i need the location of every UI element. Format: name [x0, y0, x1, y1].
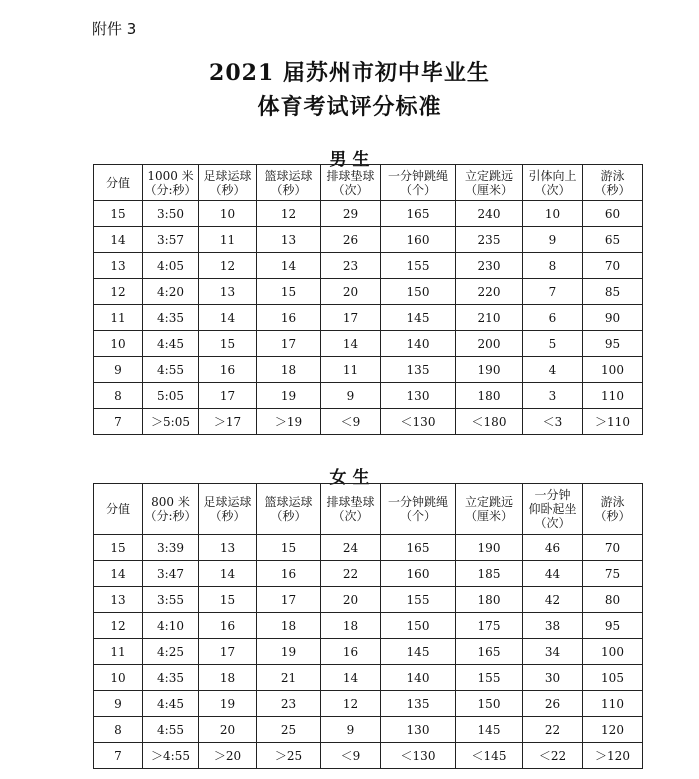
table-cell: 145 — [456, 717, 523, 743]
table-cell: ＜9 — [321, 743, 381, 769]
table-cell: 10 — [94, 331, 143, 357]
table-cell: 15 — [257, 279, 321, 305]
column-header-line: 立定跳远 — [464, 168, 513, 183]
table-cell: 4:55 — [143, 357, 199, 383]
table-row — [94, 691, 643, 717]
table-cell: 4:10 — [143, 613, 199, 639]
table-cell: 130 — [381, 717, 456, 743]
table-cell: 34 — [523, 639, 583, 665]
table-cell: 7 — [94, 409, 143, 435]
table-cell: 26 — [321, 227, 381, 253]
table-cell: 145 — [381, 639, 456, 665]
table-cell: 23 — [321, 253, 381, 279]
table-cell: 120 — [583, 717, 643, 743]
table-cell: 19 — [199, 691, 257, 717]
table-cell: 14 — [257, 253, 321, 279]
table-cell: 21 — [257, 665, 321, 691]
table-cell: 135 — [381, 691, 456, 717]
table-cell: 185 — [456, 561, 523, 587]
female-caption: 女 生 — [329, 468, 370, 488]
column-header-line: （次） — [534, 516, 571, 530]
table-cell: 8 — [94, 383, 143, 409]
column-header-line: （个） — [399, 182, 436, 197]
table-cell: 140 — [381, 665, 456, 691]
table-cell: 13 — [199, 279, 257, 305]
column-header-line: 足球运球 — [203, 495, 252, 509]
table-cell: 70 — [583, 253, 643, 279]
column-header — [199, 484, 257, 535]
table-cell: 15 — [257, 535, 321, 561]
table-cell: ＜130 — [381, 743, 456, 769]
table-cell: 11 — [199, 227, 257, 253]
table-cell: 140 — [381, 331, 456, 357]
table-row — [94, 253, 643, 279]
table-cell: 235 — [456, 227, 523, 253]
table-row — [94, 535, 643, 561]
table-cell: 80 — [583, 587, 643, 613]
column-header-line: 排球垫球 — [326, 495, 375, 509]
table-cell: 17 — [199, 639, 257, 665]
column-header — [381, 484, 456, 535]
column-header-line: 游泳 — [600, 168, 625, 183]
column-header-line: （秒） — [594, 509, 631, 523]
table-row — [94, 331, 643, 357]
page-title-line2: 体育考试评分标准 — [257, 94, 442, 120]
table-cell: 220 — [456, 279, 523, 305]
column-header-line: （分:秒） — [144, 509, 197, 523]
table-cell: 150 — [381, 613, 456, 639]
table-cell: ＜22 — [523, 743, 583, 769]
column-header-line: 1000 米 — [147, 168, 194, 183]
table-cell: 3:47 — [143, 561, 199, 587]
table-header-row — [94, 165, 643, 201]
table-cell: 14 — [321, 331, 381, 357]
table-cell: 17 — [321, 305, 381, 331]
table-cell: 3:39 — [143, 535, 199, 561]
table-cell: ＜130 — [381, 409, 456, 435]
table-cell: 4:35 — [143, 665, 199, 691]
column-header-line: （秒） — [209, 509, 246, 523]
table-cell: 12 — [199, 253, 257, 279]
table-cell: 240 — [456, 201, 523, 227]
table-cell: 4:05 — [143, 253, 199, 279]
table-cell: 25 — [257, 717, 321, 743]
table-cell: 4:45 — [143, 331, 199, 357]
table-header-row — [94, 484, 643, 535]
table-cell: 20 — [321, 587, 381, 613]
male-caption: 男 生 — [329, 150, 370, 170]
table-row — [94, 561, 643, 587]
column-header-line: 足球运球 — [203, 168, 252, 183]
table-cell: 5 — [523, 331, 583, 357]
table-cell: 180 — [456, 383, 523, 409]
table-cell: 165 — [381, 535, 456, 561]
column-header — [94, 165, 143, 201]
table-cell: 110 — [583, 691, 643, 717]
column-header-line: （秒） — [270, 182, 307, 197]
table-cell: 175 — [456, 613, 523, 639]
table-cell: 38 — [523, 613, 583, 639]
column-header-line: 一分钟 — [534, 488, 571, 502]
table-cell: 180 — [456, 587, 523, 613]
page-title-line1: 2021 届苏州市初中毕业生 — [209, 60, 490, 86]
table-cell: ＜9 — [321, 409, 381, 435]
table-cell: 12 — [257, 201, 321, 227]
column-header — [257, 484, 321, 535]
column-header — [523, 165, 583, 201]
table-row — [94, 665, 643, 691]
table-cell: 16 — [199, 613, 257, 639]
table-row — [94, 613, 643, 639]
table-cell: ＞20 — [199, 743, 257, 769]
column-header — [321, 165, 381, 201]
table-cell: 42 — [523, 587, 583, 613]
table-cell: 110 — [583, 383, 643, 409]
table-cell: 44 — [523, 561, 583, 587]
table-cell: ＞4:55 — [143, 743, 199, 769]
column-header — [143, 484, 199, 535]
table-cell: 60 — [583, 201, 643, 227]
table-cell: 75 — [583, 561, 643, 587]
table-cell: 19 — [257, 639, 321, 665]
table-cell: 29 — [321, 201, 381, 227]
table-row — [94, 587, 643, 613]
table-cell: 10 — [523, 201, 583, 227]
table-cell: 12 — [94, 279, 143, 305]
table-cell: 15 — [199, 331, 257, 357]
table-cell: 165 — [456, 639, 523, 665]
table-cell: 17 — [199, 383, 257, 409]
table-cell: 46 — [523, 535, 583, 561]
table-cell: 4:45 — [143, 691, 199, 717]
table-cell: 12 — [94, 613, 143, 639]
table-cell: ＞5:05 — [143, 409, 199, 435]
column-header — [321, 484, 381, 535]
table-cell: 9 — [523, 227, 583, 253]
table-cell: 18 — [321, 613, 381, 639]
column-header-line: 一分钟跳绳 — [387, 168, 448, 183]
table-cell: 15 — [94, 535, 143, 561]
column-header-line: （次） — [534, 182, 571, 197]
table-cell: 24 — [321, 535, 381, 561]
attachment-label: 附件 3 — [92, 20, 137, 38]
table-cell: 3 — [523, 383, 583, 409]
table-cell: 155 — [456, 665, 523, 691]
column-header-line: （厘米） — [464, 509, 513, 523]
table-cell: 11 — [94, 305, 143, 331]
table-cell: 13 — [94, 253, 143, 279]
column-header-line: （秒） — [270, 509, 307, 523]
column-header — [199, 165, 257, 201]
column-header-line: 800 米 — [151, 495, 190, 509]
column-header — [257, 165, 321, 201]
column-header-line: 仰卧起坐 — [528, 502, 577, 516]
table-cell: 18 — [199, 665, 257, 691]
table-cell: 19 — [257, 383, 321, 409]
table-cell: 200 — [456, 331, 523, 357]
column-header-line: （分:秒） — [144, 182, 197, 197]
table-cell: 150 — [381, 279, 456, 305]
table-cell: 20 — [321, 279, 381, 305]
table-cell: 155 — [381, 253, 456, 279]
table-cell: 4:20 — [143, 279, 199, 305]
table-cell: 210 — [456, 305, 523, 331]
table-cell: 16 — [257, 561, 321, 587]
table-cell: 12 — [321, 691, 381, 717]
column-header-line: 排球垫球 — [326, 168, 375, 183]
table-cell: 4 — [523, 357, 583, 383]
table-cell: 90 — [583, 305, 643, 331]
column-header-line: （厘米） — [464, 182, 513, 197]
column-header-line: 立定跳远 — [464, 495, 513, 509]
table-cell: 130 — [381, 383, 456, 409]
column-header — [456, 484, 523, 535]
table-cell: ＞120 — [583, 743, 643, 769]
table-cell: 7 — [94, 743, 143, 769]
table-cell: 18 — [257, 613, 321, 639]
table-row — [94, 717, 643, 743]
table-cell: 9 — [321, 383, 381, 409]
column-header-line: （秒） — [594, 182, 631, 197]
table-cell: 3:57 — [143, 227, 199, 253]
table-cell: 30 — [523, 665, 583, 691]
table-cell: 11 — [94, 639, 143, 665]
table-row — [94, 357, 643, 383]
table-cell: 8 — [523, 253, 583, 279]
table-row — [94, 743, 643, 769]
table-cell: 13 — [199, 535, 257, 561]
table-row — [94, 639, 643, 665]
table-cell: 22 — [321, 561, 381, 587]
table-row — [94, 201, 643, 227]
table-cell: 85 — [583, 279, 643, 305]
column-header-line: （个） — [399, 509, 436, 523]
table-cell: 14 — [199, 305, 257, 331]
table-cell: 160 — [381, 227, 456, 253]
table-cell: ＜180 — [456, 409, 523, 435]
table-cell: 150 — [456, 691, 523, 717]
column-header-line: 引体向上 — [528, 168, 577, 183]
table-cell: 3:55 — [143, 587, 199, 613]
table-cell: ＞17 — [199, 409, 257, 435]
table-cell: 155 — [381, 587, 456, 613]
column-header — [456, 165, 523, 201]
table-cell: 13 — [94, 587, 143, 613]
table-cell: 160 — [381, 561, 456, 587]
column-header-line: 篮球运球 — [264, 495, 313, 509]
table-cell: 9 — [94, 691, 143, 717]
table-cell: 135 — [381, 357, 456, 383]
column-header-line: 游泳 — [600, 495, 625, 509]
table-cell: 65 — [583, 227, 643, 253]
table-cell: 9 — [321, 717, 381, 743]
table-row — [94, 305, 643, 331]
table-cell: 6 — [523, 305, 583, 331]
table-row — [94, 227, 643, 253]
column-header-line: 篮球运球 — [264, 168, 313, 183]
table-cell: 95 — [583, 331, 643, 357]
table-cell: 14 — [199, 561, 257, 587]
table-cell: 16 — [257, 305, 321, 331]
table-cell: 100 — [583, 357, 643, 383]
column-header — [523, 484, 583, 535]
table-cell: 10 — [94, 665, 143, 691]
table-cell: 95 — [583, 613, 643, 639]
table-cell: 16 — [199, 357, 257, 383]
table-cell: ＞19 — [257, 409, 321, 435]
table-cell: 4:35 — [143, 305, 199, 331]
female-score-table — [93, 483, 643, 769]
table-cell: 145 — [381, 305, 456, 331]
table-row — [94, 409, 643, 435]
table-cell: 15 — [199, 587, 257, 613]
table-cell: 230 — [456, 253, 523, 279]
table-cell: 3:50 — [143, 201, 199, 227]
table-cell: 15 — [94, 201, 143, 227]
column-header-line: （秒） — [209, 182, 246, 197]
table-cell: 10 — [199, 201, 257, 227]
table-cell: ＜3 — [523, 409, 583, 435]
table-cell: 100 — [583, 639, 643, 665]
table-cell: 105 — [583, 665, 643, 691]
table-cell: 14 — [94, 561, 143, 587]
table-cell: 7 — [523, 279, 583, 305]
table-cell: 20 — [199, 717, 257, 743]
column-header — [143, 165, 199, 201]
table-cell: 22 — [523, 717, 583, 743]
column-header — [381, 165, 456, 201]
column-header — [94, 484, 143, 535]
table-cell: 190 — [456, 357, 523, 383]
table-cell: 23 — [257, 691, 321, 717]
column-header-line: （次） — [332, 182, 369, 197]
column-header — [583, 165, 643, 201]
male-score-table — [93, 164, 643, 435]
table-cell: 8 — [94, 717, 143, 743]
table-row — [94, 279, 643, 305]
table-cell: 13 — [257, 227, 321, 253]
table-cell: 9 — [94, 357, 143, 383]
table-cell: 5:05 — [143, 383, 199, 409]
column-header-line: 分值 — [105, 502, 130, 516]
table-cell: 4:55 — [143, 717, 199, 743]
table-cell: 26 — [523, 691, 583, 717]
column-header — [583, 484, 643, 535]
table-cell: 17 — [257, 587, 321, 613]
table-cell: 165 — [381, 201, 456, 227]
table-cell: 17 — [257, 331, 321, 357]
table-cell: 190 — [456, 535, 523, 561]
table-cell: 14 — [321, 665, 381, 691]
table-cell: 70 — [583, 535, 643, 561]
table-cell: 11 — [321, 357, 381, 383]
table-cell: 4:25 — [143, 639, 199, 665]
table-cell: 18 — [257, 357, 321, 383]
column-header-line: 分值 — [105, 175, 130, 190]
table-cell: 16 — [321, 639, 381, 665]
table-cell: ＞110 — [583, 409, 643, 435]
column-header-line: （次） — [332, 509, 369, 523]
table-cell: ＞25 — [257, 743, 321, 769]
column-header-line: 一分钟跳绳 — [387, 495, 448, 509]
table-cell: ＜145 — [456, 743, 523, 769]
table-cell: 14 — [94, 227, 143, 253]
table-row — [94, 383, 643, 409]
